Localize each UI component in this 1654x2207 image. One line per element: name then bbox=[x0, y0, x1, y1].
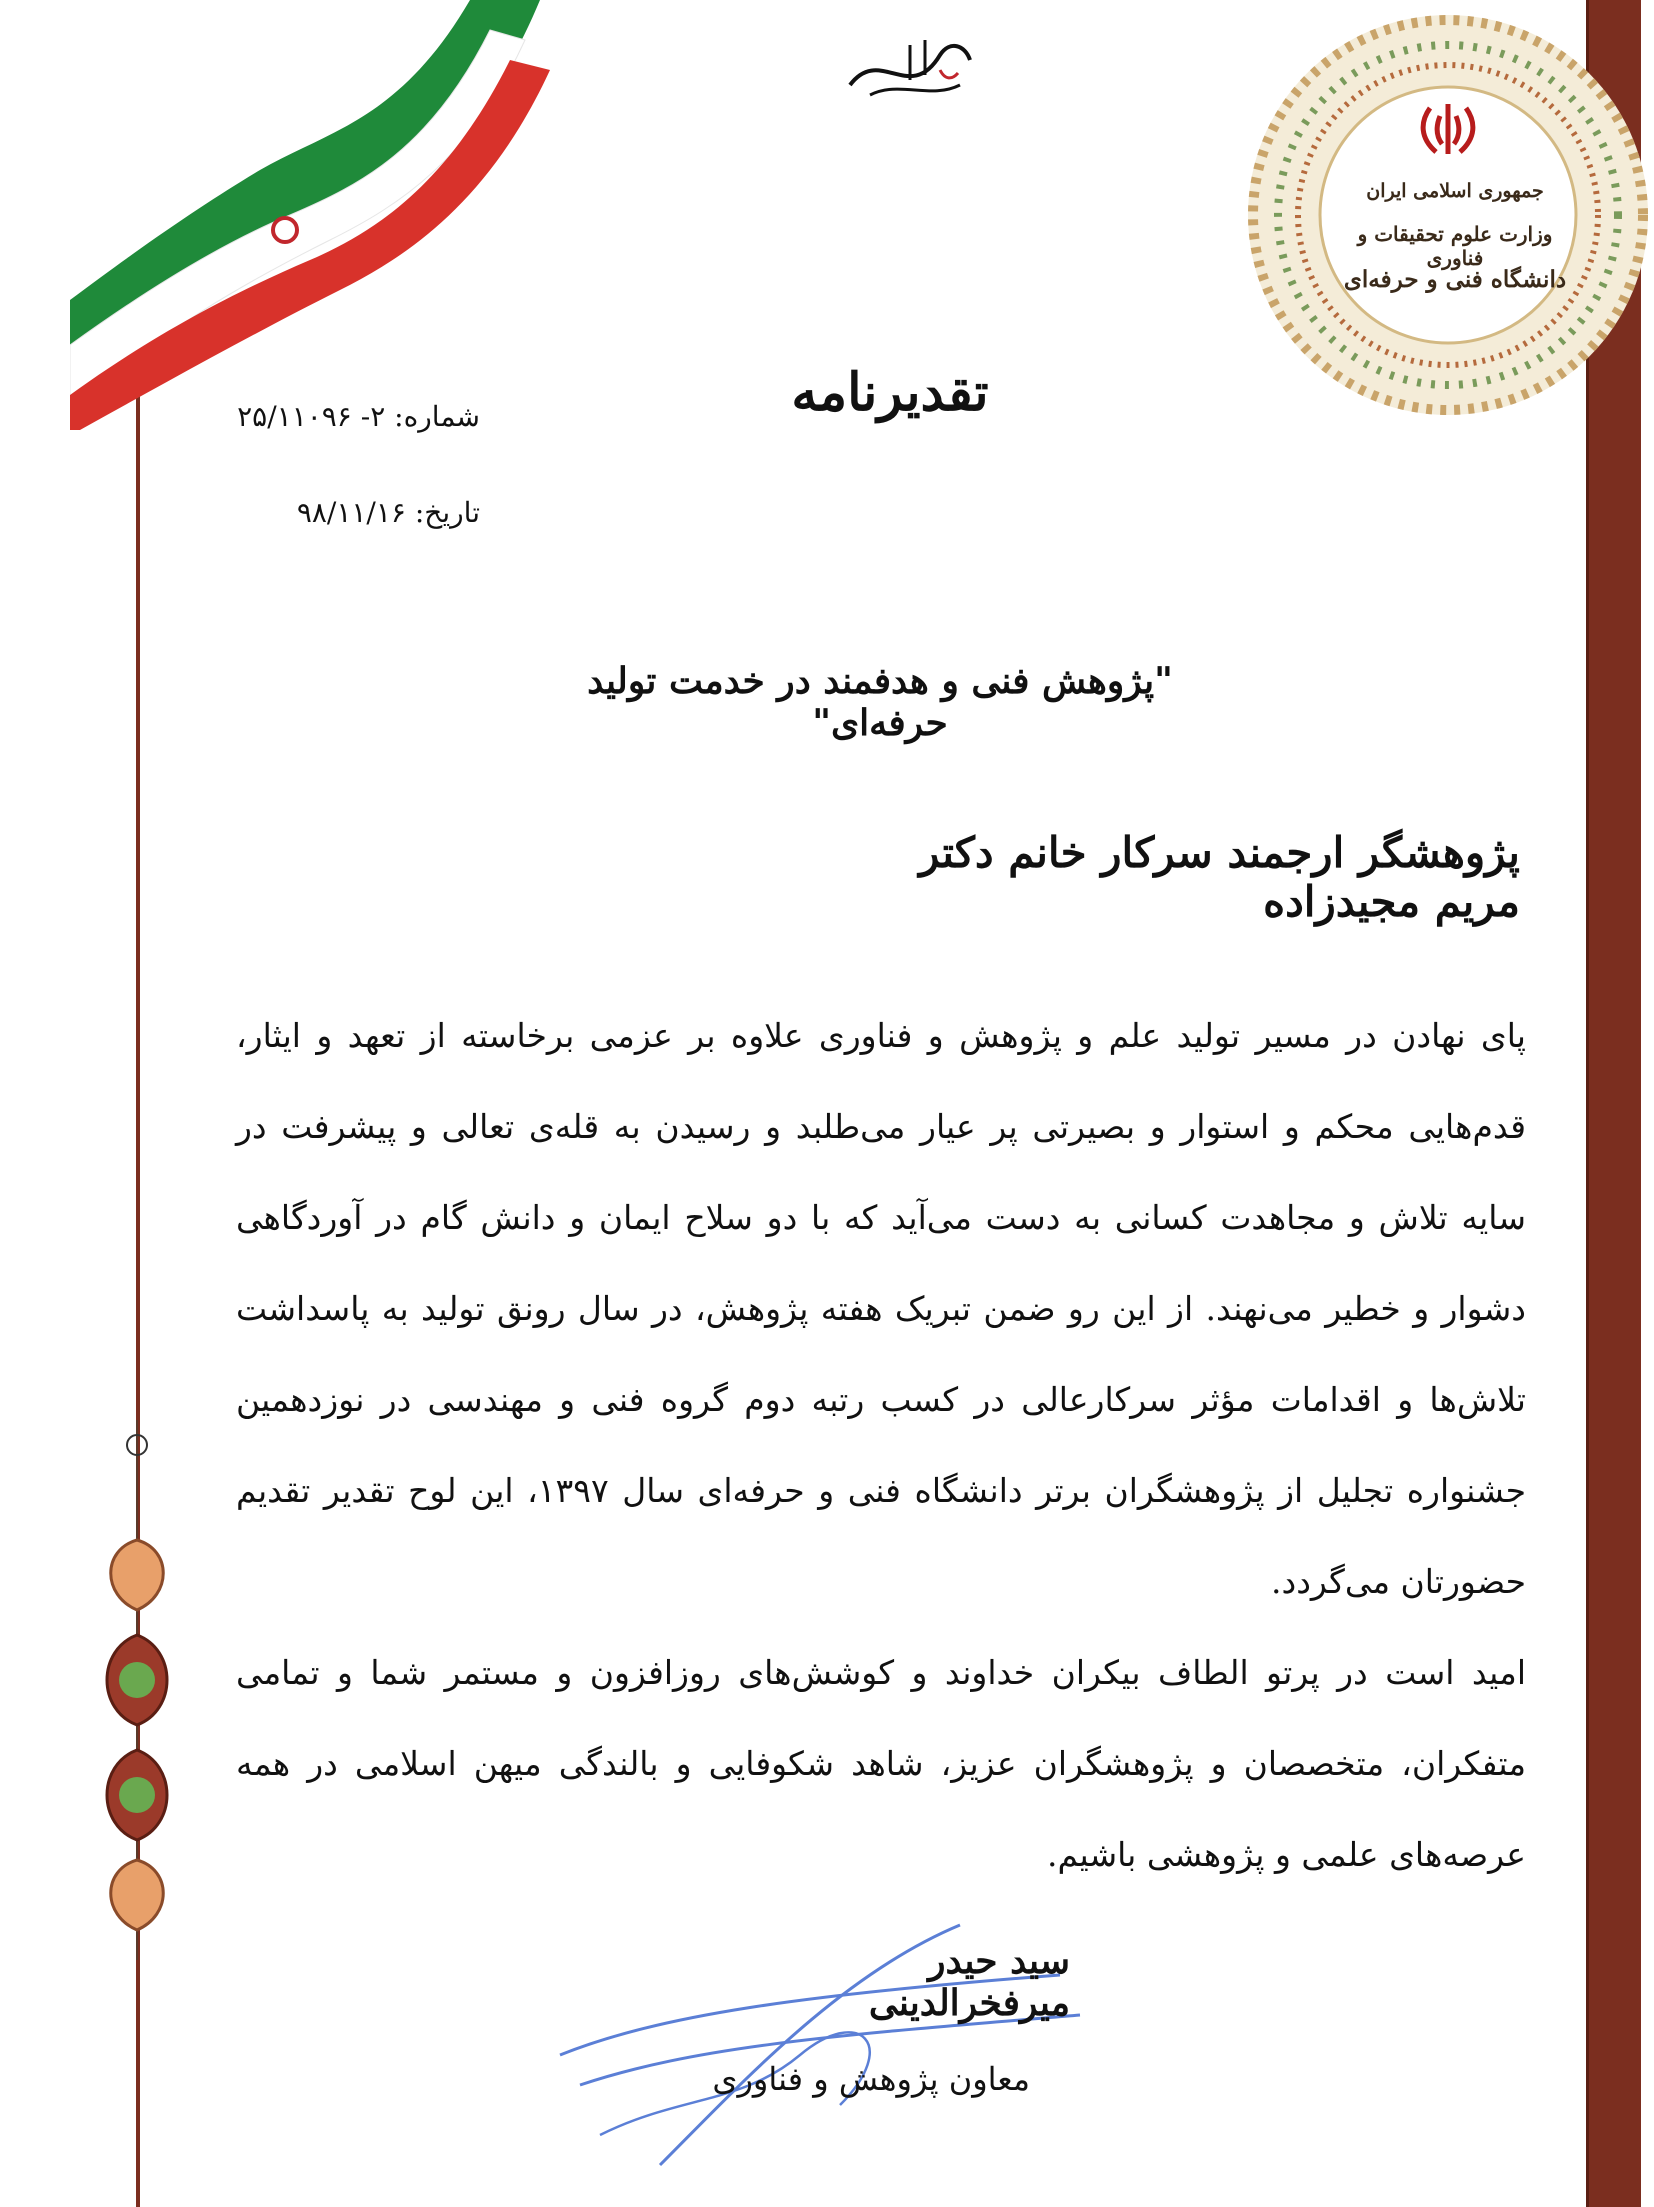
seal-line-ministry: وزارت علوم تحقیقات و فناوری bbox=[1357, 222, 1553, 270]
signatory-name: سید حیدر میرفخرالدینی bbox=[868, 1940, 1070, 2024]
ornament-icon bbox=[92, 1420, 182, 1960]
bismillah-mark bbox=[840, 25, 980, 115]
subtitle: "پژوهش فنی و هدفمند در خدمت تولید حرفه‌ای" bbox=[587, 660, 1173, 744]
seal-line-university: دانشگاه فنی و حرفه‌ای bbox=[1343, 266, 1567, 293]
body-paragraph-2: امید است در پرتو الطاف بیکران خداوند و کوشش‌های روزافزون و مستمر شما و تمامی متفکران، متخصصان و پژوهشگران عزیز، شاهد شکوفایی و بالندگی میهن اسلامی در همه عرصه‌های علمی و پژوهشی باشیم. bbox=[236, 1653, 1526, 1874]
signatory-position: معاون پژوهش و فناوری bbox=[712, 2060, 1030, 2098]
body-paragraph-1: پای نهادن در مسیر تولید علم و پژوهش و فناوری علاوه بر عزمی برخاسته از تعهد و ایثار، قدم‌هایی محکم و استوار و بصیرتی پر عیار می‌طلبد و رسیدن به قله‌ی تعالی و پیشرفت در سایه تلاش و مجاهدت کسانی به دست می‌آید که با دو سلاح ایمان و دانش گام در آوردگاهی دشوار و خطیر می‌نهند. از این رو ضمن تبریک هفته پژوهش، در سال رونق تولید به پاسداشت تلاش‌ها و اقدامات مؤثر سرکارعالی در کسب رتبه دوم گروه فنی و مهندسی در نوزدهمین جشنواره تجلیل از پژوهشگران برتر دانشگاه فنی و حرفه‌ای سال ۱۳۹۷، این لوح تقدیر تقدیم حضورتان می‌گردد. bbox=[236, 1016, 1526, 1601]
iran-flag-icon bbox=[70, 0, 560, 430]
letter-date: تاریخ: ۹۸/۱۱/۱۶ bbox=[296, 496, 480, 529]
recipient-name: پژوهشگر ارجمند سرکار خانم دکتر مریم مجیدزاده bbox=[919, 828, 1520, 926]
body-text bbox=[236, 990, 1526, 1900]
seal-line-country: جمهوری اسلامی ایران bbox=[1366, 180, 1544, 202]
letter-number: شماره: ۲- ۲۵/۱۱۰۹۶ bbox=[237, 400, 480, 433]
page-title: تقدیرنامه bbox=[791, 362, 989, 423]
bismillah-calligraphy bbox=[840, 25, 980, 115]
